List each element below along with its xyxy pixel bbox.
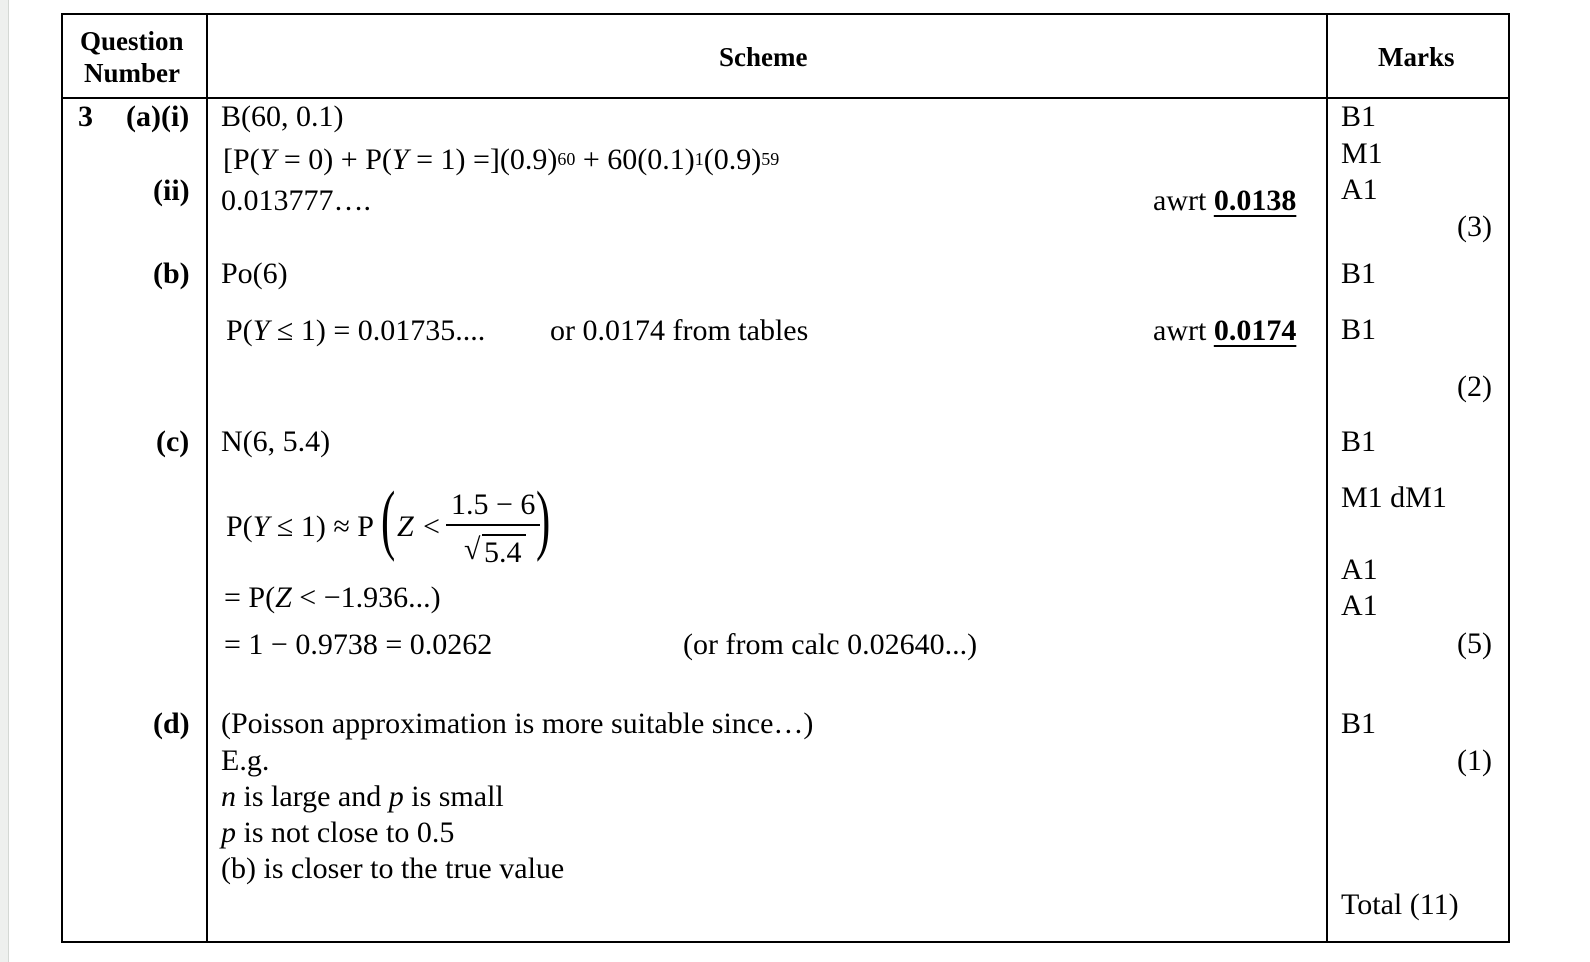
column-divider-marks bbox=[1326, 13, 1328, 943]
total-b: (2) bbox=[1457, 370, 1492, 403]
c-numerator: 1.5 − 6 bbox=[451, 488, 536, 521]
header-scheme: Scheme bbox=[719, 42, 808, 72]
a-line-2: $[P(Y = 0) + P(Y = 1) =](0.9)^{60} + 60(0.1)^1(0.9)^{59}$ bbox=[223, 143, 780, 176]
c-right-paren: ) bbox=[536, 475, 551, 562]
mark-c-2: M1 dM1 bbox=[1341, 481, 1447, 514]
c-fraction-bar bbox=[446, 524, 540, 526]
c-sqrt-sign: √ bbox=[464, 533, 481, 566]
window-edge bbox=[0, 0, 9, 962]
part-label-a-i: (a)(i) bbox=[126, 100, 190, 133]
d-line-3: n is large and p is small bbox=[221, 780, 504, 813]
c-line-4: = 1 − 0.9738 = 0.0262 bbox=[224, 628, 493, 661]
d-line-4: p is not close to 0.5 bbox=[221, 816, 455, 849]
mark-d-1: B1 bbox=[1341, 707, 1377, 740]
part-label-d: (d) bbox=[153, 707, 190, 740]
total-a: (3) bbox=[1457, 210, 1492, 243]
b-line-2: P(Y ≤ 1) = 0.01735.... bbox=[226, 314, 486, 347]
mark-c-4: A1 bbox=[1341, 589, 1378, 622]
d-line-2: E.g. bbox=[221, 744, 270, 777]
b-line-1: Po(6) bbox=[221, 257, 288, 290]
d-line-1: (Poisson approximation is more suitable since…) bbox=[221, 707, 814, 740]
question-number: 3 bbox=[78, 100, 93, 133]
mark-b-1: B1 bbox=[1341, 257, 1377, 290]
c-prob-left: P(Y ≤ 1) ≈ P bbox=[226, 510, 374, 543]
b-or-tables: or 0.0174 from tables bbox=[550, 314, 809, 347]
a-awrt: awrt 0.0138 bbox=[1153, 184, 1297, 217]
mark-c-1: B1 bbox=[1341, 425, 1377, 458]
total-c: (5) bbox=[1457, 627, 1492, 660]
part-label-c: (c) bbox=[156, 425, 190, 458]
c-denominator: 5.4 bbox=[484, 536, 522, 569]
c-z-lt: Z < bbox=[397, 510, 442, 543]
mark-a-1: B1 bbox=[1341, 100, 1377, 133]
grand-total: Total (11) bbox=[1341, 888, 1459, 921]
total-d: (1) bbox=[1457, 744, 1492, 777]
mark-a-2: M1 bbox=[1341, 137, 1383, 170]
d-line-5: (b) is closer to the true value bbox=[221, 852, 565, 885]
mark-b-2: B1 bbox=[1341, 313, 1377, 346]
mark-a-3: A1 bbox=[1341, 173, 1378, 206]
header-divider bbox=[61, 97, 1510, 99]
part-label-b: (b) bbox=[153, 257, 190, 290]
mark-c-3: A1 bbox=[1341, 553, 1378, 586]
a-line-1: B(60, 0.1) bbox=[221, 100, 344, 133]
table-border-top bbox=[61, 13, 1510, 15]
c-left-paren: ( bbox=[381, 475, 396, 562]
header-marks: Marks bbox=[1378, 42, 1455, 72]
c-calc-note: (or from calc 0.02640...) bbox=[683, 628, 978, 661]
c-line-1: N(6, 5.4) bbox=[221, 425, 331, 458]
c-line-3: = P(Z < −1.936...) bbox=[224, 581, 441, 614]
table-border-right bbox=[1508, 13, 1510, 943]
table-border-left bbox=[61, 13, 63, 943]
header-question-number-1: Question bbox=[80, 26, 184, 56]
b-awrt: awrt 0.0174 bbox=[1153, 314, 1297, 347]
table-border-bottom bbox=[61, 941, 1510, 943]
part-label-a-ii: (ii) bbox=[153, 174, 190, 207]
column-divider-scheme bbox=[206, 13, 208, 943]
header-question-number-2: Number bbox=[84, 58, 180, 88]
a-line-3: 0.013777…. bbox=[221, 184, 371, 217]
